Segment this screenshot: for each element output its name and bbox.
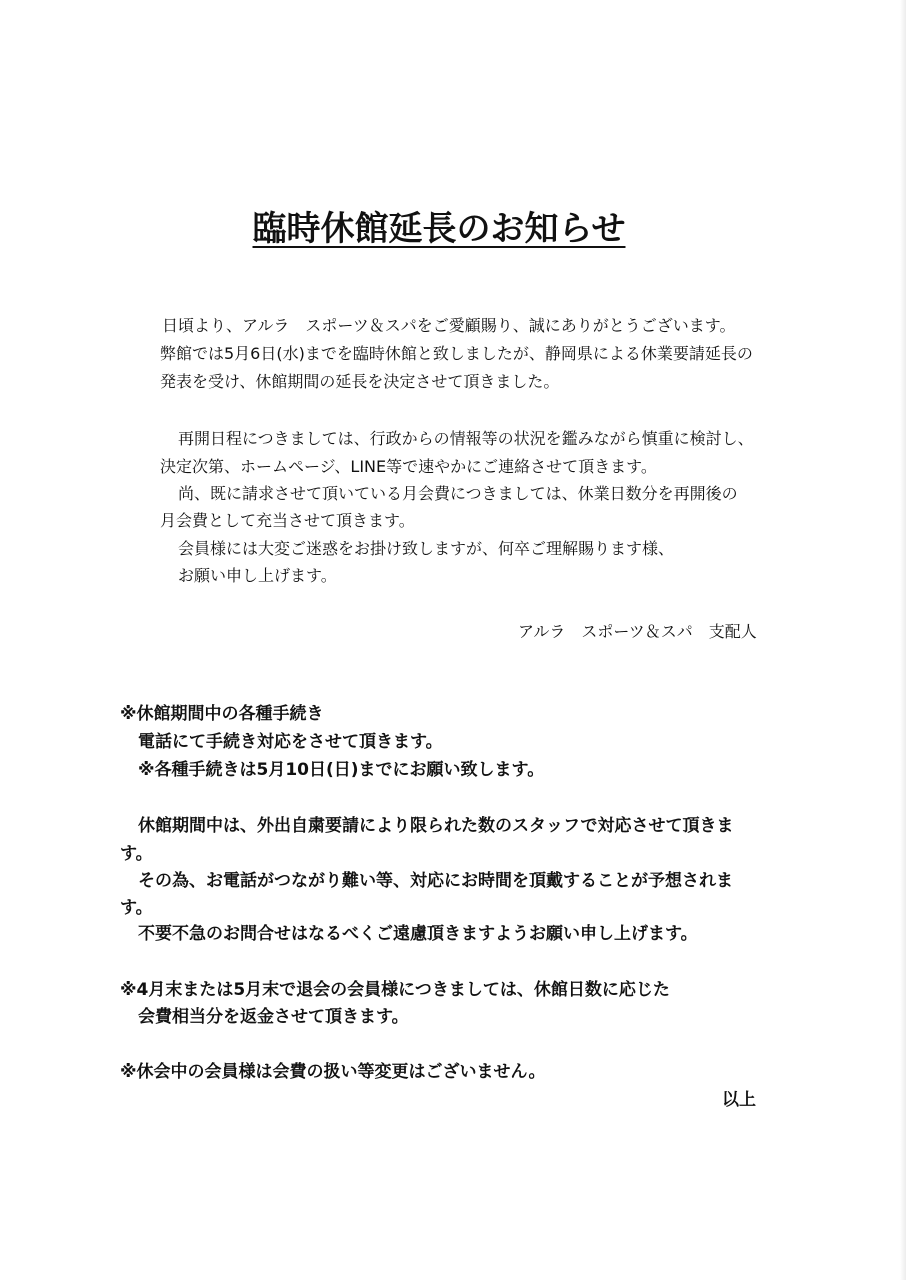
staff-line-2: す。 xyxy=(120,844,153,864)
reopen-line-2: 決定次第、ホームページ、LINE等で速やかにご連絡させて頂きます。 xyxy=(160,457,657,476)
reopen-line-3: 尚、既に請求させて頂いている月会費につきましては、休業日数分を再開後の xyxy=(178,484,738,503)
staff-line-4: す。 xyxy=(120,898,153,918)
staff-line-5: 不要不急のお問合せはなるべくご遠慮頂きますようお願い申し上げます。 xyxy=(138,924,698,944)
signature: アルラ スポーツ＆スパ 支配人 xyxy=(518,622,757,641)
intro-line-1: 日頃より、アルラ スポーツ＆スパをご愛顧賜り、誠にありがとうございます。 xyxy=(162,316,736,335)
reopen-line-4: 月会費として充当させて頂きます。 xyxy=(160,511,415,530)
procedures-line-1: 電話にて手続き対応をさせて頂きます。 xyxy=(138,732,443,752)
closing-text: 以上 xyxy=(722,1090,756,1110)
reopen-line-6: お願い申し上げます。 xyxy=(178,566,337,585)
intro-line-2: 弊館では5月6日(水)までを臨時休館と致しましたが、静岡県による休業要請延長の xyxy=(160,344,753,363)
refund-line-2: 会費相当分を返金させて頂きます。 xyxy=(138,1007,409,1027)
procedures-heading: ※休館期間中の各種手続き xyxy=(120,704,324,724)
notice-title xyxy=(0,204,878,254)
staff-line-3: その為、お電話がつながり難い等、対応にお時間を頂戴することが予想されま xyxy=(138,871,733,891)
refund-line-1: ※4月末または5月末で退会の会員様につきましては、休館日数に応じた xyxy=(120,980,670,1000)
suspended-note: ※休会中の会員様は会費の扱い等変更はございません。 xyxy=(120,1062,546,1082)
reopen-line-5: 会員様には大変ご迷惑をお掛け致しますが、何卒ご理解賜ります様、 xyxy=(178,539,675,558)
notice-title-text: 臨時休館延長のお知らせ xyxy=(252,209,626,249)
intro-line-3: 発表を受け、休館期間の延長を決定させて頂きました。 xyxy=(160,372,560,391)
reopen-line-1: 再開日程につきましては、行政からの情報等の状況を鑑みながら慎重に検討し、 xyxy=(178,429,754,448)
procedures-line-2: ※各種手続きは5月10日(日)までにお願い致します。 xyxy=(138,760,545,780)
staff-line-1: 休館期間中は、外出自粛要請により限られた数のスタッフで対応させて頂きま xyxy=(138,816,734,836)
page-edge-shadow xyxy=(900,0,906,1280)
